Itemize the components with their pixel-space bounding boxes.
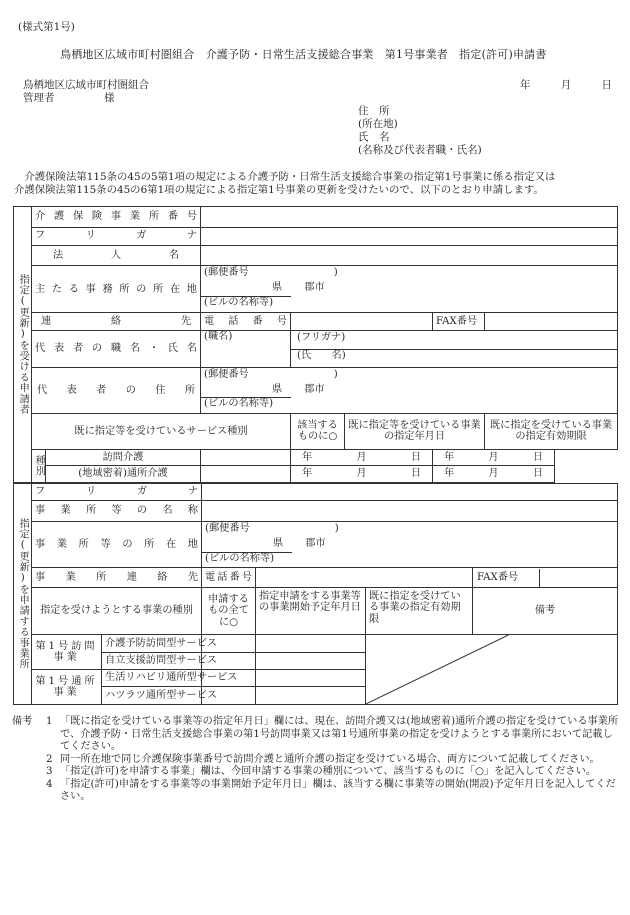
- rep-address-input[interactable]: (郵便番号 ) 県 郡市 (ビルの名称等): [201, 368, 618, 414]
- office-number-label: 介 護 保 険 事 業 所 番 号: [35, 211, 197, 223]
- existing-date-header: 既に指定等を受けている事業の指定年月日: [345, 414, 485, 449]
- applicant-furigana-input[interactable]: [201, 227, 618, 245]
- phone-input[interactable]: [291, 313, 433, 331]
- office-phone-input[interactable]: [256, 568, 473, 588]
- service-4-label: ハ ツ ラ ツ 通 所 型 サ ー ビ ス: [105, 689, 218, 701]
- existing-service-1-expiry[interactable]: 年 月 日: [433, 449, 555, 466]
- form-number: (様式第1号): [18, 21, 75, 33]
- fax-label: FAX番号: [433, 313, 485, 331]
- corp-name-label: 法 人 名: [53, 249, 179, 261]
- office-furigana-input[interactable]: [202, 484, 618, 501]
- intro-paragraph: [14, 171, 555, 197]
- rep-address-label: 代 表 者 の 住 所: [37, 385, 195, 397]
- note-1: 備考 1 「既に指定を受けている事業等の指定年月日」欄には、現在、訪問介護又は(地域密着)通所介護の指定を受けている事業所で、介護予防・日常生活支援総合事業の第1号訪問事業又は第1号通所事業の指定を受けようとする事業所において記載してください。: [12, 716, 619, 752]
- service-1-start-date[interactable]: [256, 635, 366, 652]
- office-name-label: 事 業 所 等 の 名 称: [35, 505, 198, 517]
- remarks-header: 備考: [473, 587, 618, 634]
- applicant-table: [13, 206, 618, 483]
- expiry-header: 既に指定を受けている事業の指定有効期限: [366, 587, 473, 634]
- day-label: 日: [601, 79, 612, 91]
- office-number-input[interactable]: [201, 207, 618, 228]
- apply-mark-header: 申請するもの全てに○: [202, 587, 256, 634]
- addressee-title: 管理者: [23, 92, 55, 104]
- service-2-start-date[interactable]: [256, 652, 366, 669]
- kind-side-label: 種別: [32, 449, 46, 482]
- note-3: 3 「指定(許可)を申請する事業」欄は、今回申請する事業の種別について、該当するものに「○」を記入してください。: [46, 766, 596, 777]
- existing-expiry-header: 既に指定を受けている事業の指定有効期限: [485, 414, 618, 449]
- existing-service-2-expiry[interactable]: 年 月 日: [433, 466, 555, 483]
- note-2: 2 同一所在地で同じ介護保険事業番号で訪問介護と通所介護の指定を受けている場合、両方について記載してください。: [46, 753, 600, 765]
- applicant-location-label: (所在地): [358, 118, 398, 130]
- service-2-label: 自 立 支 援 訪 問 型 サ ー ビ ス: [105, 655, 218, 667]
- year-label: 年: [520, 79, 531, 91]
- applicant-name-label: 氏 名: [358, 131, 390, 143]
- rep-position-input[interactable]: (職名): [201, 330, 291, 367]
- office-table: [13, 483, 618, 705]
- existing-service-2-date[interactable]: 年 月 日: [291, 466, 433, 483]
- intro-line-2: 介護保険法第115条の45の6第1項の規定による指定第1号事業の更新を受けたいので、以下のとおり申請します。: [14, 184, 544, 196]
- applicant-block: [358, 105, 482, 157]
- existing-service-1-mark[interactable]: [201, 449, 291, 466]
- notes-section: [12, 716, 622, 804]
- group-visit-label: 第1号訪問事業: [32, 635, 102, 670]
- applicant-furigana-label: フ リ ガ ナ: [35, 230, 197, 242]
- note-4: 4 「指定(許可)申請をする事業等の事業開始予定年月日」欄は、該当する欄に事業等の開始(開設)予定年月日を記入してください。: [46, 778, 616, 802]
- office-furigana-label: フ リ ガ ナ: [35, 486, 198, 498]
- existing-service-1-date[interactable]: 年 月 日: [291, 449, 433, 466]
- service-1-label: 介 護 予 防 訪 問 型 サ ー ビ ス: [105, 637, 218, 649]
- diagonal-strike: [366, 635, 617, 704]
- main-office-input[interactable]: (郵便番号 ) 県 郡市 (ビルの名称等): [201, 266, 618, 313]
- applicant-address-label: 住 所: [358, 105, 390, 117]
- date-line: [520, 79, 612, 91]
- existing-service-2-mark[interactable]: [201, 466, 291, 483]
- addressee-honorific: 様: [104, 92, 115, 104]
- office-name-input[interactable]: [202, 501, 618, 522]
- form-title: 鳥栖地区広域市町村圏組合 介護予防・日常生活支援総合事業 第1号事業者 指定(許可)申請書: [60, 48, 547, 61]
- fax-input[interactable]: [485, 313, 618, 331]
- office-address-input[interactable]: (郵便番号 ) 県 郡市 (ビルの名称等): [202, 522, 618, 568]
- existing-kind-header: 既に指定等を受けているサービス種別: [32, 414, 291, 449]
- applicant-side-label: 指定(更新)を受ける申請者: [14, 207, 32, 483]
- office-fax-label: FAX番号: [473, 569, 540, 587]
- office-contact-label: 事 業 所 連 絡 先: [35, 571, 198, 583]
- start-date-header: 指定申請をする事業等の事業開始予定年月日: [256, 587, 366, 634]
- phone-label: 電 話 番 号: [204, 315, 287, 327]
- existing-service-2: (地域密着)通所介護: [46, 466, 201, 483]
- corp-name-input[interactable]: [201, 245, 618, 266]
- contact-label: 連 絡 先: [41, 315, 191, 327]
- group-daycare-label: 第1号通所事業: [32, 670, 102, 705]
- disabled-area: [366, 635, 618, 705]
- service-3-start-date[interactable]: [256, 670, 366, 687]
- service-3-label: 生 活 リ ハ ビ リ 通 所 型 サ ー ビ ス: [105, 672, 238, 684]
- office-phone-label: 電 話 番 号: [205, 571, 252, 583]
- office-address-label: 事 業 所 等 の 所 在 地: [35, 538, 198, 550]
- rep-title-label: 代 表 者 の 職 名 ・ 氏 名: [35, 343, 197, 355]
- main-office-label: 主 た る 事 務 所 の 所 在 地: [35, 283, 197, 295]
- intro-line-1: 介護保険法第115条の45の5第1項の規定による介護予防・日常生活支援総合事業の指定第1号事業に係る指定又は: [14, 171, 556, 183]
- applicant-rep-label: (名称及び代表者職・氏名): [358, 144, 482, 156]
- existing-mark-header: 該当するものに○: [291, 414, 345, 449]
- rep-name-input[interactable]: (フリガナ) (氏 名): [291, 330, 618, 367]
- month-label: 月: [560, 79, 572, 91]
- service-kind-header: 指定を受けようとする事業の種別: [32, 587, 202, 634]
- existing-service-1: 訪問介護: [46, 449, 201, 466]
- addressee-org: 鳥栖地区広域市町村圏組合: [23, 79, 149, 91]
- service-4-start-date[interactable]: [256, 687, 366, 705]
- office-side-label: 指定(更新)を申請する事業所: [14, 484, 32, 705]
